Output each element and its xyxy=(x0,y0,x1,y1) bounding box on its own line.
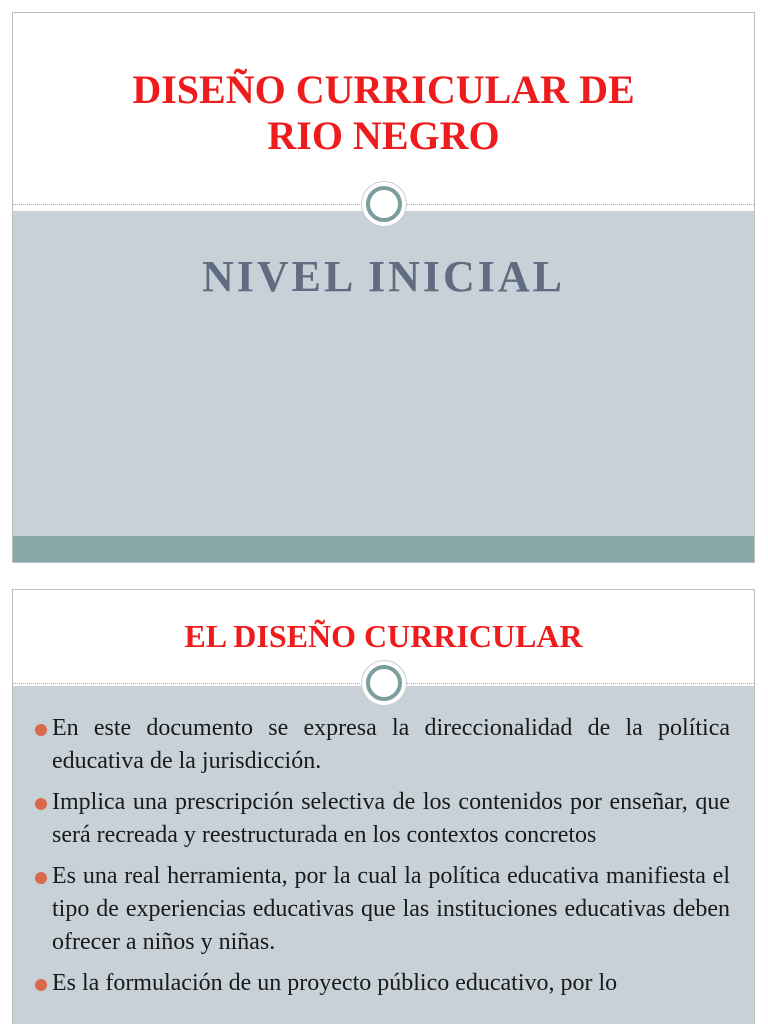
ring-inner xyxy=(366,186,402,222)
round-bullet-icon xyxy=(35,798,47,810)
title-area xyxy=(13,13,754,203)
slide-content xyxy=(12,589,755,1024)
slide-title-text xyxy=(132,67,634,159)
ring-ornament-icon xyxy=(361,181,407,227)
bullet-item xyxy=(35,860,730,959)
bullet-item xyxy=(35,712,730,778)
title-line-2: RIO NEGRO xyxy=(267,113,500,158)
round-bullet-icon xyxy=(35,724,47,736)
bullet-text: Es la formulación de un proyecto público educativo, por lo xyxy=(52,970,618,996)
slide-title-text: EL DISEÑO CURRICULAR xyxy=(184,618,583,654)
title-line-1: DISEÑO CURRICULAR DE xyxy=(132,67,635,112)
ring-inner xyxy=(366,665,402,701)
slide-title xyxy=(12,12,755,563)
bullet-list xyxy=(35,712,730,1008)
bullet-text: En este documento se expresa la direccionalidad de la política educativa de la jurisdicción. xyxy=(52,715,730,774)
bullet-item xyxy=(35,967,730,1000)
round-bullet-icon xyxy=(35,872,47,884)
round-bullet-icon xyxy=(35,979,47,991)
bullet-text: Implica una prescripción selectiva de los contenidos por enseñar, que será recreada y reestructurada en los contextos concretos xyxy=(52,789,730,848)
bullet-item xyxy=(35,786,730,852)
bullet-text: Es una real herramienta, por la cual la política educativa manifiesta el tipo de experiencias educativas que las instituciones educativas deben ofrecer a niños y niñas. xyxy=(52,863,730,955)
ring-ornament-icon xyxy=(361,660,407,706)
slide-subtitle: NIVEL INICIAL xyxy=(202,252,565,301)
bottom-accent-bar xyxy=(13,536,754,562)
